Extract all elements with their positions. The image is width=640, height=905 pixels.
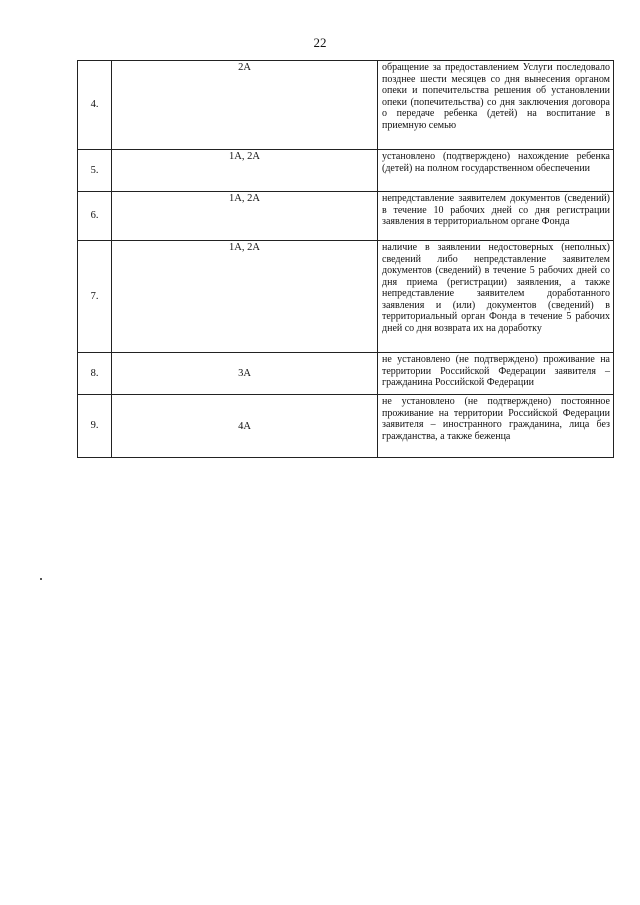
row-codes: 3А [112, 353, 378, 395]
table-row [78, 150, 614, 192]
row-number: 7. [78, 241, 112, 353]
row-codes: 2А [112, 61, 378, 150]
row-reason: непредставление заявителем документов (сведений) в течение 10 рабочих дней со дня регистрации заявления в территориальном органе Фонда [378, 192, 614, 241]
table-row [78, 395, 614, 458]
refusal-grounds-table [77, 60, 614, 458]
row-codes: 1А, 2А [112, 192, 378, 241]
page-number: 22 [313, 35, 327, 50]
row-codes: 1А, 2А [112, 241, 378, 353]
row-number: 9. [78, 395, 112, 458]
row-reason: не установлено (не подтверждено) постоянное проживание на территории Российской Федерации заявителя – иностранного гражданина, лица без гражданства, а также беженца [378, 395, 614, 458]
table-row [78, 241, 614, 353]
row-number: 5. [78, 150, 112, 192]
row-reason: не установлено (не подтверждено) проживание на территории Российской Федерации заявителя – гражданина Российской Федерации [378, 353, 614, 395]
row-number: 4. [78, 61, 112, 150]
table-row [78, 192, 614, 241]
row-codes: 1А, 2А [112, 150, 378, 192]
table-row [78, 61, 614, 150]
row-number: 6. [78, 192, 112, 241]
table-row [78, 353, 614, 395]
scan-speck [40, 578, 42, 580]
row-reason: установлено (подтверждено) нахождение ребенка (детей) на полном государственном обеспечении [378, 150, 614, 192]
row-reason: обращение за предоставлением Услуги последовало позднее шести месяцев со дня вынесения органом опеки и попечительства решения об установлении опеки (попечительства) со дня заключения договора о передаче ребенка (детей) на воспитание в приемную семью [378, 61, 614, 150]
row-number: 8. [78, 353, 112, 395]
row-reason: наличие в заявлении недостоверных (неполных) сведений либо непредставление заявителем документов (сведений) в течение 5 рабочих дней со дня приема (регистрации) заявления, а также непредставление заявителем доработанного заявления и (или) документов (сведений) в территориальный орган Фонда в течение 5 рабочих дней со дня возврата их на доработку [378, 241, 614, 353]
row-codes: 4А [112, 395, 378, 458]
